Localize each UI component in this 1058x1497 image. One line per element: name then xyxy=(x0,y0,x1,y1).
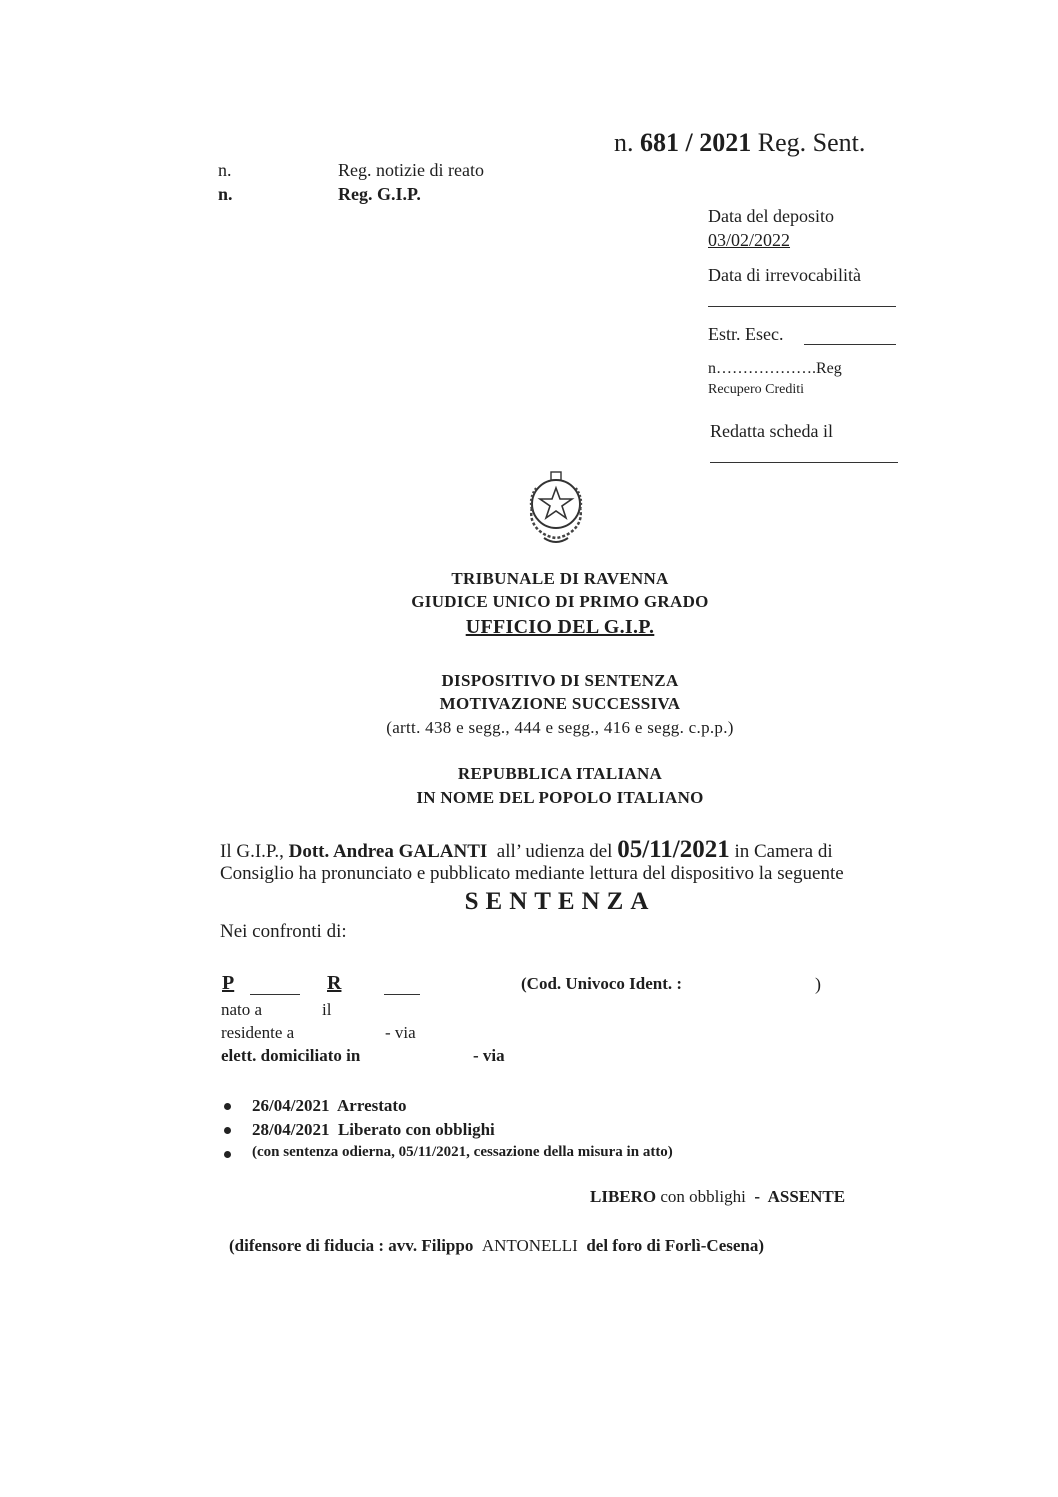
defendant-name-initial: R xyxy=(327,972,342,994)
redatta-line xyxy=(710,462,898,463)
reg-sent-label: Reg. Sent. xyxy=(757,128,866,157)
hearing-paragraph xyxy=(220,836,833,864)
defense-text-c: del foro di Forlì-Cesena) xyxy=(577,1236,765,1255)
hearing-text-c: in Camera di xyxy=(729,841,833,862)
estr-esec-label: Estr. Esec. xyxy=(708,324,784,344)
status-obligations: con obblighi xyxy=(660,1187,746,1206)
event-item xyxy=(252,1096,407,1116)
hearing-text-a: Il G.I.P., xyxy=(220,841,289,862)
residente-label: residente a xyxy=(221,1023,295,1042)
reg-notizie-label: Reg. notizie di reato xyxy=(338,160,484,180)
nato-a-label: nato a xyxy=(221,1000,263,1019)
event-item xyxy=(252,1120,495,1140)
bullet-icon xyxy=(224,1103,231,1110)
reg-gip-n: n. xyxy=(218,184,233,204)
defense-text-a: (difensore di fiducia : avv. Filippo xyxy=(229,1236,482,1255)
hearing-paragraph-line2: Consiglio ha pronunciato e pubblicato mediante lettura del dispositivo la seguente xyxy=(220,863,844,884)
defendant-status xyxy=(590,1187,845,1207)
irrevocabilita-label: Data di irrevocabilità xyxy=(708,265,861,285)
cod-univoco-close: ) xyxy=(815,974,821,994)
court-name: TRIBUNALE DI RAVENNA xyxy=(451,569,669,588)
recupero-number: n……………….Reg xyxy=(708,360,842,377)
judge-name: Dott. Andrea GALANTI xyxy=(288,841,488,862)
event-item: (con sentenza odierna, 05/11/2021, cessazione della misura in atto) xyxy=(252,1144,673,1160)
recupero-label: Recupero Crediti xyxy=(708,382,805,397)
people-title: IN NOME DEL POPOLO ITALIANO xyxy=(416,788,704,807)
status-free: LIBERO xyxy=(590,1187,661,1206)
domicilio-label: elett. domiciliato in xyxy=(221,1046,361,1065)
court-office: UFFICIO DEL G.I.P. xyxy=(465,616,655,638)
hearing-text-b: all’ udienza del xyxy=(487,841,618,862)
articles-reference: (artt. 438 e segg., 444 e segg., 416 e segg. c.p.p.) xyxy=(386,718,734,737)
redatta-label: Redatta scheda il xyxy=(710,421,833,441)
status-absent: - ASSENTE xyxy=(745,1187,846,1206)
cod-univoco-label: (Cod. Univoco Ident. : xyxy=(521,974,683,993)
il-label: il xyxy=(322,1000,332,1019)
court-judge-type: GIUDICE UNICO DI PRIMO GRADO xyxy=(411,592,709,611)
redaction-line xyxy=(384,994,420,995)
redaction-line xyxy=(250,994,300,995)
event-text: Liberato con obblighi xyxy=(337,1120,495,1139)
event-text: Arrestato xyxy=(337,1096,407,1115)
irrevocabilita-line xyxy=(708,306,896,307)
reg-sent-prefix: n. xyxy=(614,128,634,157)
hearing-date: 05/11/2021 xyxy=(617,836,730,863)
deposito-label: Data del deposito xyxy=(708,206,834,226)
bullet-icon xyxy=(224,1151,231,1158)
event-date: 28/04/2021 xyxy=(252,1120,330,1139)
bullet-icon xyxy=(224,1127,231,1134)
reg-notizie-n: n. xyxy=(218,160,232,180)
defense-counsel xyxy=(229,1236,764,1256)
reg-sent-year: / 2021 xyxy=(685,128,752,157)
deposito-value: 03/02/2022 xyxy=(708,230,791,250)
reg-sent-number-value: 681 xyxy=(640,128,679,157)
domicilio-via-label: - via xyxy=(473,1046,505,1065)
residente-via-label: - via xyxy=(385,1023,416,1042)
defendant-surname-initial: P xyxy=(222,972,235,994)
event-date: 26/04/2021 xyxy=(252,1096,330,1115)
reg-sent-number xyxy=(614,128,865,158)
reg-gip-label: Reg. G.I.P. xyxy=(338,184,421,204)
motivazione-title: MOTIVAZIONE SUCCESSIVA xyxy=(439,694,681,713)
dispositivo-title: DISPOSITIVO DI SENTENZA xyxy=(441,671,679,690)
estr-esec-line xyxy=(804,344,896,345)
defense-lawyer-surname: ANTONELLI xyxy=(481,1236,578,1255)
republic-title: REPUBBLICA ITALIANA xyxy=(457,764,663,783)
sentenza-title: SENTENZA xyxy=(464,888,656,915)
confronti-label: Nei confronti di: xyxy=(220,921,347,942)
italian-republic-emblem-icon xyxy=(518,468,594,546)
